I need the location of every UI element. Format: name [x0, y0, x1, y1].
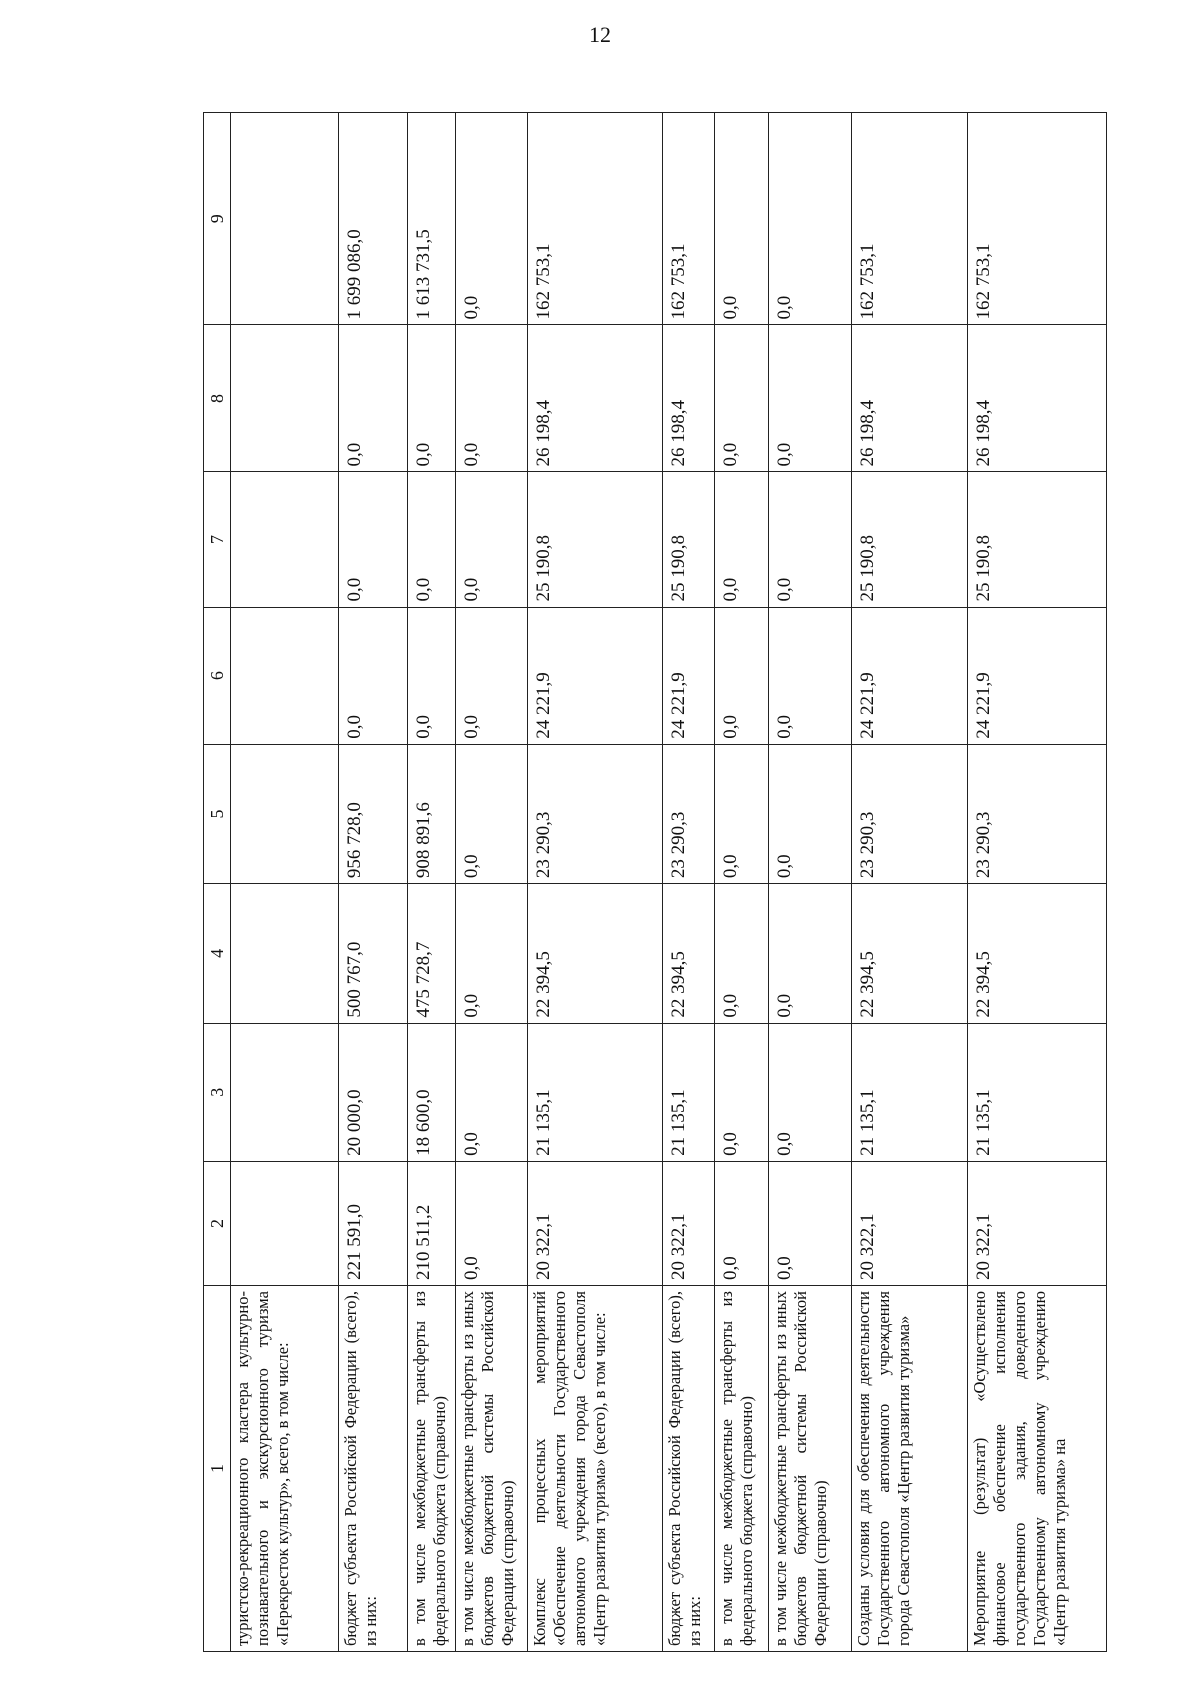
table-cell: 0,0: [768, 1161, 852, 1285]
table-cell: 0,0: [714, 607, 768, 744]
table-cell: 1 699 086,0: [339, 113, 408, 325]
table-cell: 26 198,4: [967, 325, 1106, 472]
column-header: 8: [204, 325, 231, 472]
table-cell: 0,0: [408, 325, 455, 472]
table-row: [528, 113, 663, 1652]
table-cell: 475 728,7: [408, 884, 455, 1023]
table-cell: 18 600,0: [408, 1023, 455, 1161]
table-cell: 20 322,1: [663, 1161, 715, 1285]
table-cell: 0,0: [455, 1023, 527, 1161]
table-cell: 20 000,0: [339, 1023, 408, 1161]
table-row: [231, 113, 339, 1652]
table-cell: [231, 113, 339, 325]
table-cell: 0,0: [714, 1161, 768, 1285]
table-cell: 0,0: [408, 607, 455, 744]
row-label: Созданы условия для обеспечения деятельности Государственного автономного учреждения города Севастополя «Центр развития туризма»: [852, 1286, 968, 1652]
table-cell: [231, 325, 339, 472]
table-cell: 24 221,9: [528, 607, 663, 744]
table-cell: 0,0: [455, 744, 527, 883]
table-cell: 26 198,4: [528, 325, 663, 472]
table-cell: 0,0: [339, 325, 408, 472]
table-cell: 0,0: [714, 325, 768, 472]
table-cell: 162 753,1: [528, 113, 663, 325]
table-cell: 22 394,5: [663, 884, 715, 1023]
table-cell: 0,0: [714, 744, 768, 883]
table-cell: 162 753,1: [663, 113, 715, 325]
column-header: 3: [204, 1023, 231, 1161]
table-cell: 22 394,5: [528, 884, 663, 1023]
table-cell: [231, 884, 339, 1023]
table-row: [768, 113, 852, 1652]
table-cell: 1 613 731,5: [408, 113, 455, 325]
table-cell: 20 322,1: [528, 1161, 663, 1285]
table-cell: 25 190,8: [528, 472, 663, 607]
table-cell: 22 394,5: [852, 884, 968, 1023]
table-row: [339, 113, 408, 1652]
table-cell: 162 753,1: [852, 113, 968, 325]
table-cell: 0,0: [768, 744, 852, 883]
table-header-row: [204, 113, 231, 1652]
column-header: 1: [204, 1286, 231, 1652]
table-cell: 24 221,9: [852, 607, 968, 744]
row-label: бюджет субъекта Российской Федерации (всего), из них:: [663, 1286, 715, 1652]
table-row: [663, 113, 715, 1652]
column-header: 5: [204, 744, 231, 883]
table-cell: 24 221,9: [663, 607, 715, 744]
table-cell: 0,0: [768, 325, 852, 472]
table-cell: 0,0: [768, 113, 852, 325]
table-row: [455, 113, 527, 1652]
table-cell: 0,0: [339, 472, 408, 607]
table-cell: 26 198,4: [852, 325, 968, 472]
table-cell: 21 135,1: [663, 1023, 715, 1161]
column-header: 7: [204, 472, 231, 607]
table-cell: [231, 1161, 339, 1285]
table-cell: 162 753,1: [967, 113, 1106, 325]
table-row: [714, 113, 768, 1652]
table-cell: 26 198,4: [663, 325, 715, 472]
row-label: в том числе межбюджетные трансферты из федерального бюджета (справочно): [408, 1286, 455, 1652]
column-header: 2: [204, 1161, 231, 1285]
table-cell: 956 728,0: [339, 744, 408, 883]
table-cell: 0,0: [455, 607, 527, 744]
table-cell: 24 221,9: [967, 607, 1106, 744]
table-row: [967, 113, 1106, 1652]
table-cell: 221 591,0: [339, 1161, 408, 1285]
row-label: бюджет субъекта Российской Федерации (всего), из них:: [339, 1286, 408, 1652]
table-cell: 21 135,1: [967, 1023, 1106, 1161]
table-cell: 0,0: [768, 607, 852, 744]
table-cell: 25 190,8: [967, 472, 1106, 607]
row-label: в том числе межбюджетные трансферты из федерального бюджета (справочно): [714, 1286, 768, 1652]
table-row: [852, 113, 968, 1652]
table-cell: 20 322,1: [852, 1161, 968, 1285]
row-label: в том числе межбюджетные трансферты из иных бюджетов бюджетной системы Российской Федерации (справочно): [455, 1286, 527, 1652]
table-cell: 20 322,1: [967, 1161, 1106, 1285]
table-cell: 0,0: [455, 472, 527, 607]
column-header: 9: [204, 113, 231, 325]
column-header: 4: [204, 884, 231, 1023]
table-cell: 0,0: [339, 607, 408, 744]
table-cell: 0,0: [768, 472, 852, 607]
table-cell: 21 135,1: [528, 1023, 663, 1161]
table-cell: 0,0: [768, 884, 852, 1023]
table-cell: 23 290,3: [663, 744, 715, 883]
table-cell: [231, 472, 339, 607]
table-cell: 25 190,8: [852, 472, 968, 607]
table-cell: [231, 607, 339, 744]
table-cell: 25 190,8: [663, 472, 715, 607]
row-label: Мероприятие (результат) «Осуществлено финансовое обеспечение исполнения государственного задания, доведенного Государственному автономному учреждению «Центр развития туризма» на: [967, 1286, 1106, 1652]
table-cell: 22 394,5: [967, 884, 1106, 1023]
table-cell: 0,0: [714, 1023, 768, 1161]
budget-table: [203, 112, 1107, 1652]
table-cell: 23 290,3: [528, 744, 663, 883]
table-cell: 0,0: [455, 325, 527, 472]
row-label: туристско-рекреационного кластера культурно-познавательного и экскурсионного туризма «Перекресток культур», всего, в том числе:: [231, 1286, 339, 1652]
column-header: 6: [204, 607, 231, 744]
table-cell: 210 511,2: [408, 1161, 455, 1285]
table-cell: 0,0: [455, 1161, 527, 1285]
table-cell: 908 891,6: [408, 744, 455, 883]
table-cell: 500 767,0: [339, 884, 408, 1023]
table-cell: 0,0: [714, 113, 768, 325]
table-cell: [231, 1023, 339, 1161]
row-label: Комплекс процессных мероприятий «Обеспечение деятельности Государственного автономного учреждения города Севастополя «Центр развития туризма» (всего), в том числе:: [528, 1286, 663, 1652]
table-cell: 0,0: [714, 884, 768, 1023]
table-cell: [231, 744, 339, 883]
table-row: [408, 113, 455, 1652]
table-cell: 0,0: [714, 472, 768, 607]
table-cell: 0,0: [455, 884, 527, 1023]
table-cell: 0,0: [455, 113, 527, 325]
page-number: 12: [589, 22, 611, 47]
table-cell: 21 135,1: [852, 1023, 968, 1161]
table-cell: 0,0: [768, 1023, 852, 1161]
row-label: в том числе межбюджетные трансферты из иных бюджетов бюджетной системы Российской Федерации (справочно): [768, 1286, 852, 1652]
table-cell: 23 290,3: [852, 744, 968, 883]
budget-table-container: [203, 112, 1107, 1652]
table-cell: 23 290,3: [967, 744, 1106, 883]
table-cell: 0,0: [408, 472, 455, 607]
